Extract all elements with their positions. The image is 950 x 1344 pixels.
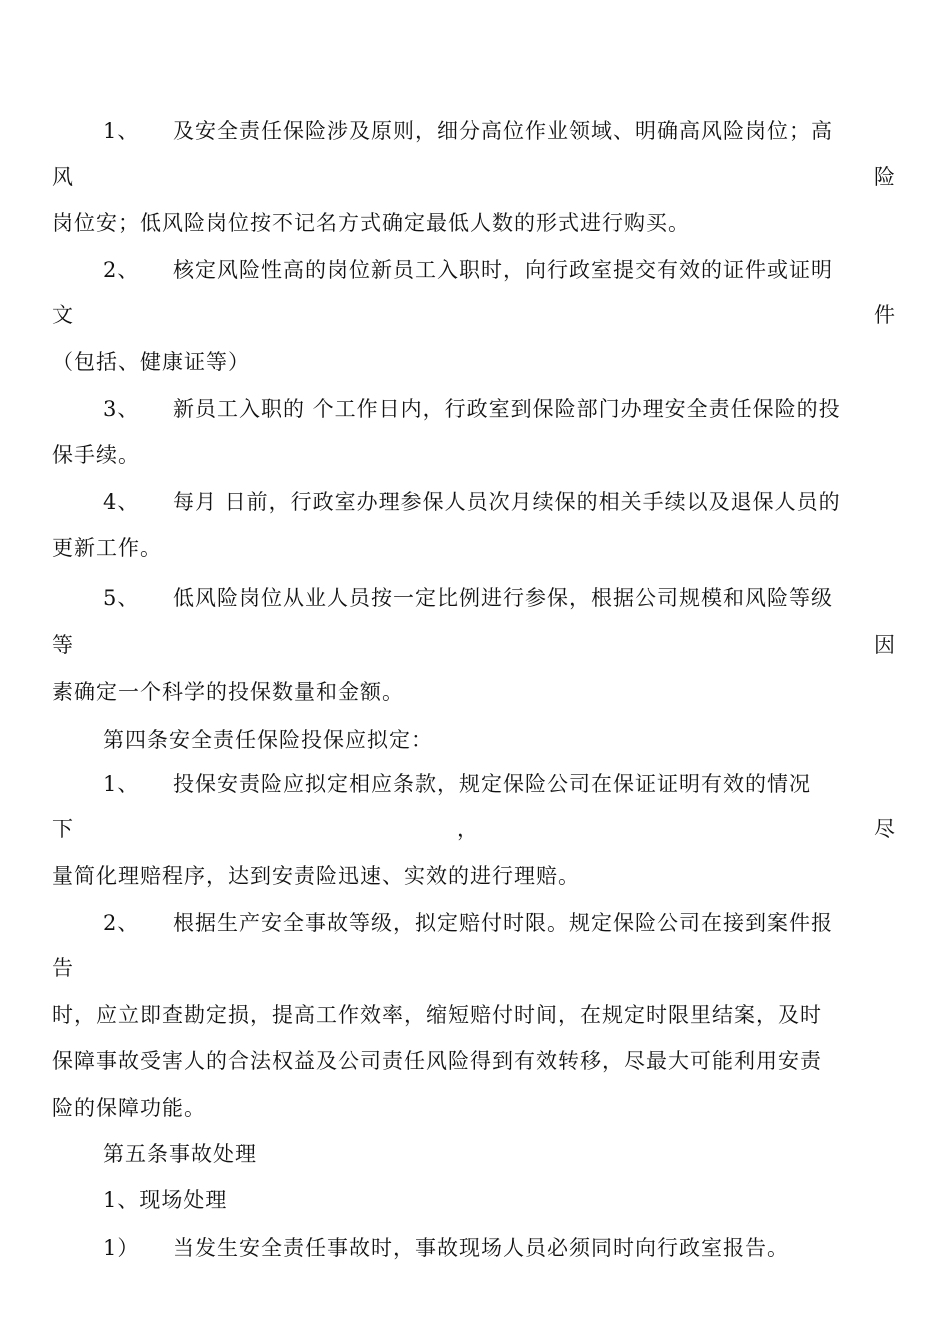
- paragraph-item-2: [103, 906, 896, 940]
- article-heading-4: 第四条安全责任保险投保应拟定：: [103, 728, 433, 752]
- paragraph-item-4: [103, 485, 896, 519]
- paragraph-item-1: [103, 114, 896, 148]
- item-number: 2、: [103, 258, 140, 282]
- item-number: 5、: [103, 586, 140, 610]
- line-start-char: 文: [52, 303, 74, 327]
- paragraph-text: 更新工作。: [52, 536, 162, 560]
- justified-line: [52, 628, 896, 662]
- paragraph-text: 根据生产安全事故等级，拟定赔付时限。规定保险公司在接到案件报: [173, 911, 833, 935]
- paragraph-item-2: [103, 253, 896, 287]
- item-number: 4、: [103, 490, 140, 514]
- paragraph-text: 保手续。: [52, 443, 140, 467]
- justified-line: [52, 160, 896, 194]
- justified-line: [52, 812, 896, 846]
- paragraph-item-3: [103, 392, 896, 426]
- paragraph-text: 时，应立即查勘定损，提高工作效率，缩短赔付时间，在规定时限里结案，及时: [52, 1003, 822, 1027]
- paragraph-text: 投保安责险应拟定相应条款，规定保险公司在保证证明有效的情况: [173, 772, 811, 796]
- paragraph-text: 量简化理赔程序，达到安责险迅速、实效的进行理赔。: [52, 864, 580, 888]
- item-number: 2、: [103, 911, 140, 935]
- justified-line: [52, 298, 896, 332]
- paragraph-text: 岗位安；低风险岗位按不记名方式确定最低人数的形式进行购买。: [52, 211, 690, 235]
- line-start-char: 风: [52, 165, 74, 189]
- section-heading: 1、现场处理: [103, 1188, 228, 1212]
- paragraph-item-1: [103, 1231, 896, 1265]
- line-mid-char: ，: [457, 817, 479, 841]
- paragraph-text: 低风险岗位从业人员按一定比例进行参保，根据公司规模和风险等级: [173, 586, 833, 610]
- paragraph-text: 核定风险性高的岗位新员工入职时，向行政室提交有效的证件或证明: [173, 258, 833, 282]
- paragraph-text: 素确定一个科学的投保数量和金额。: [52, 680, 404, 704]
- item-number: 3、: [103, 397, 140, 421]
- paragraph-text: 保障事故受害人的合法权益及公司责任风险得到有效转移，尽最大可能利用安责: [52, 1049, 822, 1073]
- paragraph-text: 每月 日前，行政室办理参保人员次月续保的相关手续以及退保人员的: [173, 490, 841, 514]
- article-heading-5: 第五条事故处理: [103, 1142, 257, 1166]
- paragraph-text: 险的保障功能。: [52, 1096, 206, 1120]
- paragraph-text: 新员工入职的 个工作日内，行政室到保险部门办理安全责任保险的投: [173, 397, 841, 421]
- paragraph-text: 当发生安全责任事故时，事故现场人员必须同时向行政室报告。: [173, 1236, 789, 1260]
- paragraph-text: （包括、健康证等）: [52, 350, 250, 374]
- item-number: 1、: [103, 772, 140, 796]
- line-start-char: 等: [52, 633, 74, 657]
- item-number: 1）: [103, 1236, 140, 1260]
- line-end-char: 险: [874, 165, 896, 189]
- paragraph-text: 及安全责任保险涉及原则，细分高位作业领域、明确高风险岗位；高: [173, 119, 833, 143]
- line-end-char: 件: [874, 303, 896, 327]
- paragraph-item-5: [103, 581, 896, 615]
- item-number: 1、: [103, 119, 140, 143]
- line-start-char: 下: [52, 817, 74, 841]
- line-end-char: 尽: [874, 817, 896, 841]
- paragraph-item-1: [103, 767, 896, 801]
- paragraph-text: 告: [52, 956, 74, 980]
- line-end-char: 因: [874, 633, 896, 657]
